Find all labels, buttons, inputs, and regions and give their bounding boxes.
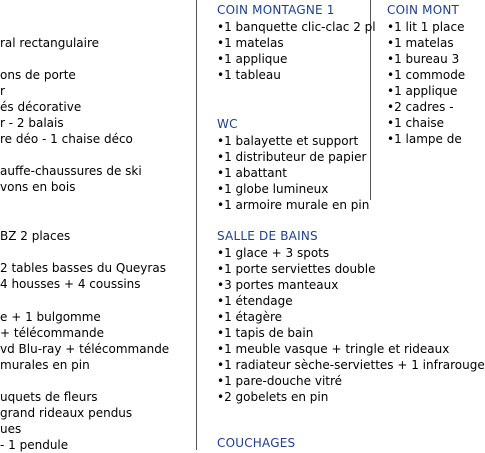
list-item: •1 radiateur sèche-serviettes + 1 infrarouge bbox=[217, 358, 485, 372]
section-title: SALLE DE BAINS bbox=[217, 229, 318, 243]
wc-section bbox=[217, 116, 370, 216]
list-item: •1 matelas bbox=[217, 36, 284, 50]
list-item: és décorative bbox=[0, 100, 82, 114]
list-item: 4 housses + 4 coussins bbox=[0, 277, 141, 291]
list-item: ons de porte bbox=[0, 68, 76, 82]
list-item: •1 globe lumineux bbox=[217, 182, 329, 196]
list-item: •1 étagère bbox=[217, 310, 283, 324]
list-item: •1 abattant bbox=[217, 166, 287, 180]
salle-de-bains-section bbox=[217, 228, 485, 408]
list-item: •1 lit 1 place bbox=[387, 20, 465, 34]
list-item: •1 distributeur de papier bbox=[217, 150, 367, 164]
column-divider bbox=[196, 0, 197, 450]
list-item: •1 balayette et support bbox=[217, 134, 359, 148]
list-item: •1 pare-douche vitré bbox=[217, 374, 343, 388]
list-item: •1 meuble vasque + tringle et rideaux bbox=[217, 342, 450, 356]
list-item: •1 chaise bbox=[387, 116, 445, 130]
section-title: WC bbox=[217, 117, 238, 131]
section-title: COIN MONT bbox=[387, 3, 460, 17]
list-item: vd Blu-ray + télécommande bbox=[0, 342, 170, 356]
list-item: •1 banquette clic-clac 2 pl bbox=[217, 20, 376, 34]
list-item: •1 porte serviettes double bbox=[217, 262, 376, 276]
list-item: •1 glace + 3 spots bbox=[217, 246, 330, 260]
list-item: grand rideaux pendus bbox=[0, 406, 133, 420]
list-item: •1 tapis de bain bbox=[217, 326, 314, 340]
section-title: COUCHAGES bbox=[217, 436, 296, 450]
list-item: •1 applique bbox=[387, 84, 458, 98]
list-item: •1 applique bbox=[217, 52, 288, 66]
coin-montagne-2-section bbox=[387, 0, 466, 160]
list-item: •3 portes manteaux bbox=[217, 278, 339, 292]
list-item: + télécommande bbox=[0, 326, 104, 340]
list-item: murales en pin bbox=[0, 358, 90, 372]
coin-montagne-1-section bbox=[217, 0, 376, 90]
list-item: •1 commode bbox=[387, 68, 466, 82]
list-item: •1 lampe de bbox=[387, 132, 462, 146]
list-item: •1 étendage bbox=[217, 294, 293, 308]
list-item: •1 matelas bbox=[387, 36, 454, 50]
list-item: •1 tableau bbox=[217, 68, 281, 82]
list-item: •2 cadres - bbox=[387, 100, 454, 114]
list-item: uquets de fleurs bbox=[0, 390, 98, 404]
list-item: auffe-chaussures de ski bbox=[0, 164, 142, 178]
list-item: •1 bureau 3 bbox=[387, 52, 460, 66]
list-item: ral rectangulaire bbox=[0, 36, 100, 50]
list-item: r - 2 balais bbox=[0, 116, 64, 130]
list-item: r bbox=[0, 84, 5, 98]
list-item: e + 1 bulgomme bbox=[0, 310, 101, 324]
section-title: COIN MONTAGNE 1 bbox=[217, 3, 335, 17]
list-item: •1 armoire murale en pin bbox=[217, 198, 370, 212]
list-item: BZ 2 places bbox=[0, 229, 71, 243]
living-room-column bbox=[0, 0, 196, 450]
list-item: vons en bois bbox=[0, 180, 76, 194]
list-item: ues bbox=[0, 422, 22, 436]
list-item: •2 gobelets en pin bbox=[217, 390, 329, 404]
list-item: - 1 pendule bbox=[0, 438, 69, 452]
list-item: 2 tables basses du Queyras bbox=[0, 261, 166, 275]
list-item: re déo - 1 chaise déco bbox=[0, 132, 133, 146]
couchages-section bbox=[217, 436, 360, 450]
